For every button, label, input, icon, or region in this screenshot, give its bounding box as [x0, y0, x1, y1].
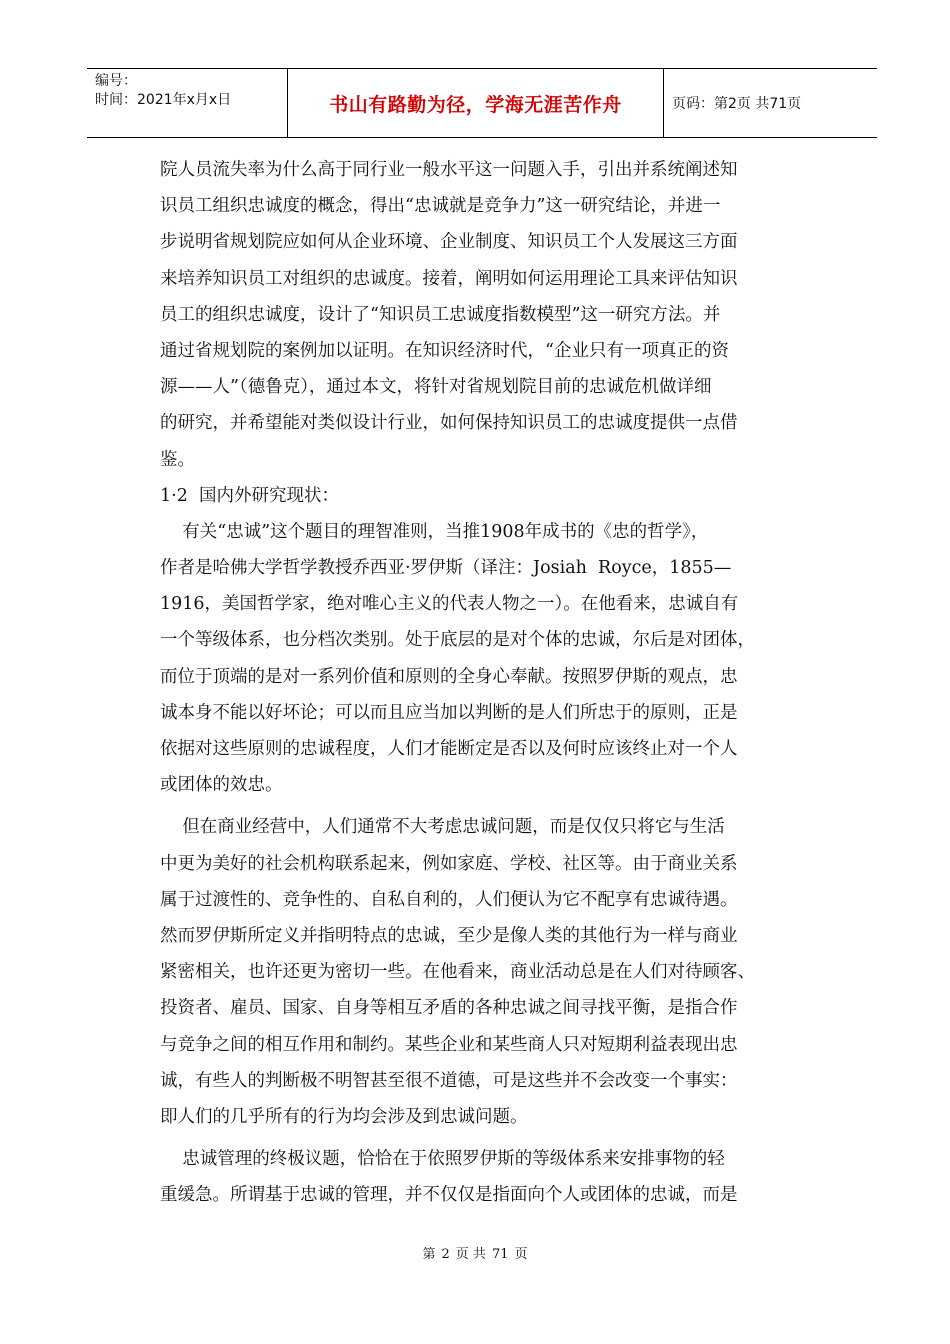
- paragraph: [160, 152, 810, 478]
- header-motto-cell: [287, 69, 664, 137]
- text-line: 步说明省规划院应如何从企业环境、企业制度、知识员工个人发展这三方面: [160, 232, 738, 253]
- text-line: 然而罗伊斯所定义并指明特点的忠诚，至少是像人类的其他行为一样与商业: [160, 925, 738, 946]
- paragraph: [160, 809, 810, 1135]
- text-line: 依据对这些原则的忠诚程度，人们才能断定是否以及何时应该终止对一个人: [160, 739, 738, 759]
- text-line: 1916，美国哲学家，绝对唯心主义的代表人物之一）。在他看来，忠诚自有: [160, 594, 739, 615]
- text-line: 但在商业经营中，人们通常不大考虑忠诚问题，而是仅仅只将它与生活: [160, 817, 725, 838]
- text-line: 1·2 国内外研究现状：: [160, 485, 339, 506]
- text-line: 员工的组织忠诚度，设计了“知识员工忠诚度指数模型”这一研究方法。并: [160, 304, 721, 325]
- paragraph: [160, 1141, 810, 1213]
- page-header: [87, 68, 877, 138]
- serial-label: 编号：: [95, 73, 137, 89]
- text-line: 忠诚管理的终极议题，恰恰在于依照罗伊斯的等级体系来安排事物的轻: [160, 1149, 725, 1170]
- motto-text: 书山有路勤为径，学海无涯苦作舟: [329, 93, 622, 116]
- text-line: 属于过渡性的、竞争性的、自私自利的，人们便认为它不配享有忠诚待遇。: [160, 889, 738, 910]
- footer-prefix: 第: [422, 1247, 436, 1262]
- text-line: 源——人”（德鲁克），通过本文，将针对省规划院目前的忠诚危机做详细: [160, 377, 712, 398]
- text-line: 的研究，并希望能对类似设计行业，如何保持知识员工的忠诚度提供一点借: [160, 413, 738, 434]
- text-line: 中更为美好的社会机构联系起来，例如家庭、学校、社区等。由于商业关系: [160, 853, 738, 874]
- text-line: 院人员流失率为什么高于同行业一般水平这一问题入手，引出并系统阐述知: [160, 160, 738, 180]
- header-page-info: [662, 69, 877, 137]
- text-line: 而位于顶端的是对一系列价值和原则的全身心奉献。按照罗伊斯的观点，忠: [160, 666, 738, 687]
- page-info-text: 页码：第2页 共71页: [672, 96, 802, 112]
- text-line: 通过省规划院的案例加以证明。在知识经济时代，“企业只有一项真正的资: [160, 340, 729, 361]
- footer-page-number: 2: [441, 1247, 450, 1262]
- text-line: 投资者、雇员、国家、自身等相互矛盾的各种忠诚之间寻找平衡，是指合作: [160, 998, 738, 1019]
- text-line: 来培养知识员工对组织的忠诚度。接着，阐明如何运用理论工具来评估知识: [160, 268, 738, 289]
- footer-mid: 页 共: [455, 1247, 486, 1262]
- time-label: 时间：2021年x月x日: [95, 92, 232, 108]
- text-line: 即人们的几乎所有的行为均会涉及到忠诚问题。: [160, 1106, 528, 1127]
- text-line: 诚本身不能以好坏论；可以而且应当加以判断的是人们所忠于的原则，正是: [160, 702, 738, 723]
- text-line: 或团体的效忠。: [160, 775, 283, 796]
- text-line: 诚，有些人的判断极不明智甚至很不道德，可是这些并不会改变一个事实：: [160, 1070, 738, 1091]
- text-line: 重缓急。所谓基于忠诚的管理，并不仅仅是指面向个人或团体的忠诚，而是: [160, 1185, 738, 1206]
- text-line: 鉴。: [160, 449, 195, 470]
- header-meta: [87, 69, 287, 137]
- text-line: 与竞争之间的相互作用和制约。某些企业和某些商人只对短期利益表现出忠: [160, 1034, 738, 1055]
- document-body: [160, 152, 810, 1213]
- footer-total-pages: 71: [491, 1247, 509, 1262]
- page-footer: [0, 1243, 950, 1262]
- footer-suffix: 页: [514, 1247, 528, 1262]
- text-line: 紧密相关，也许还更为密切一些。在他看来，商业活动总是在人们对待顾客、: [160, 962, 755, 983]
- text-line: 作者是哈佛大学哲学教授乔西亚·罗伊斯（译注：Josiah Royce，1855—: [160, 558, 732, 579]
- text-line: 有关“忠诚”这个题目的理智准则，当推1908年成书的《忠的哲学》，: [160, 521, 709, 542]
- paragraph: [160, 478, 810, 804]
- text-line: 一个等级体系，也分档次类别。处于底层的是对个体的忠诚，尔后是对团体，: [160, 630, 755, 651]
- text-line: 识员工组织忠诚度的概念，得出“忠诚就是竞争力”这一研究结论，并进一: [160, 196, 721, 217]
